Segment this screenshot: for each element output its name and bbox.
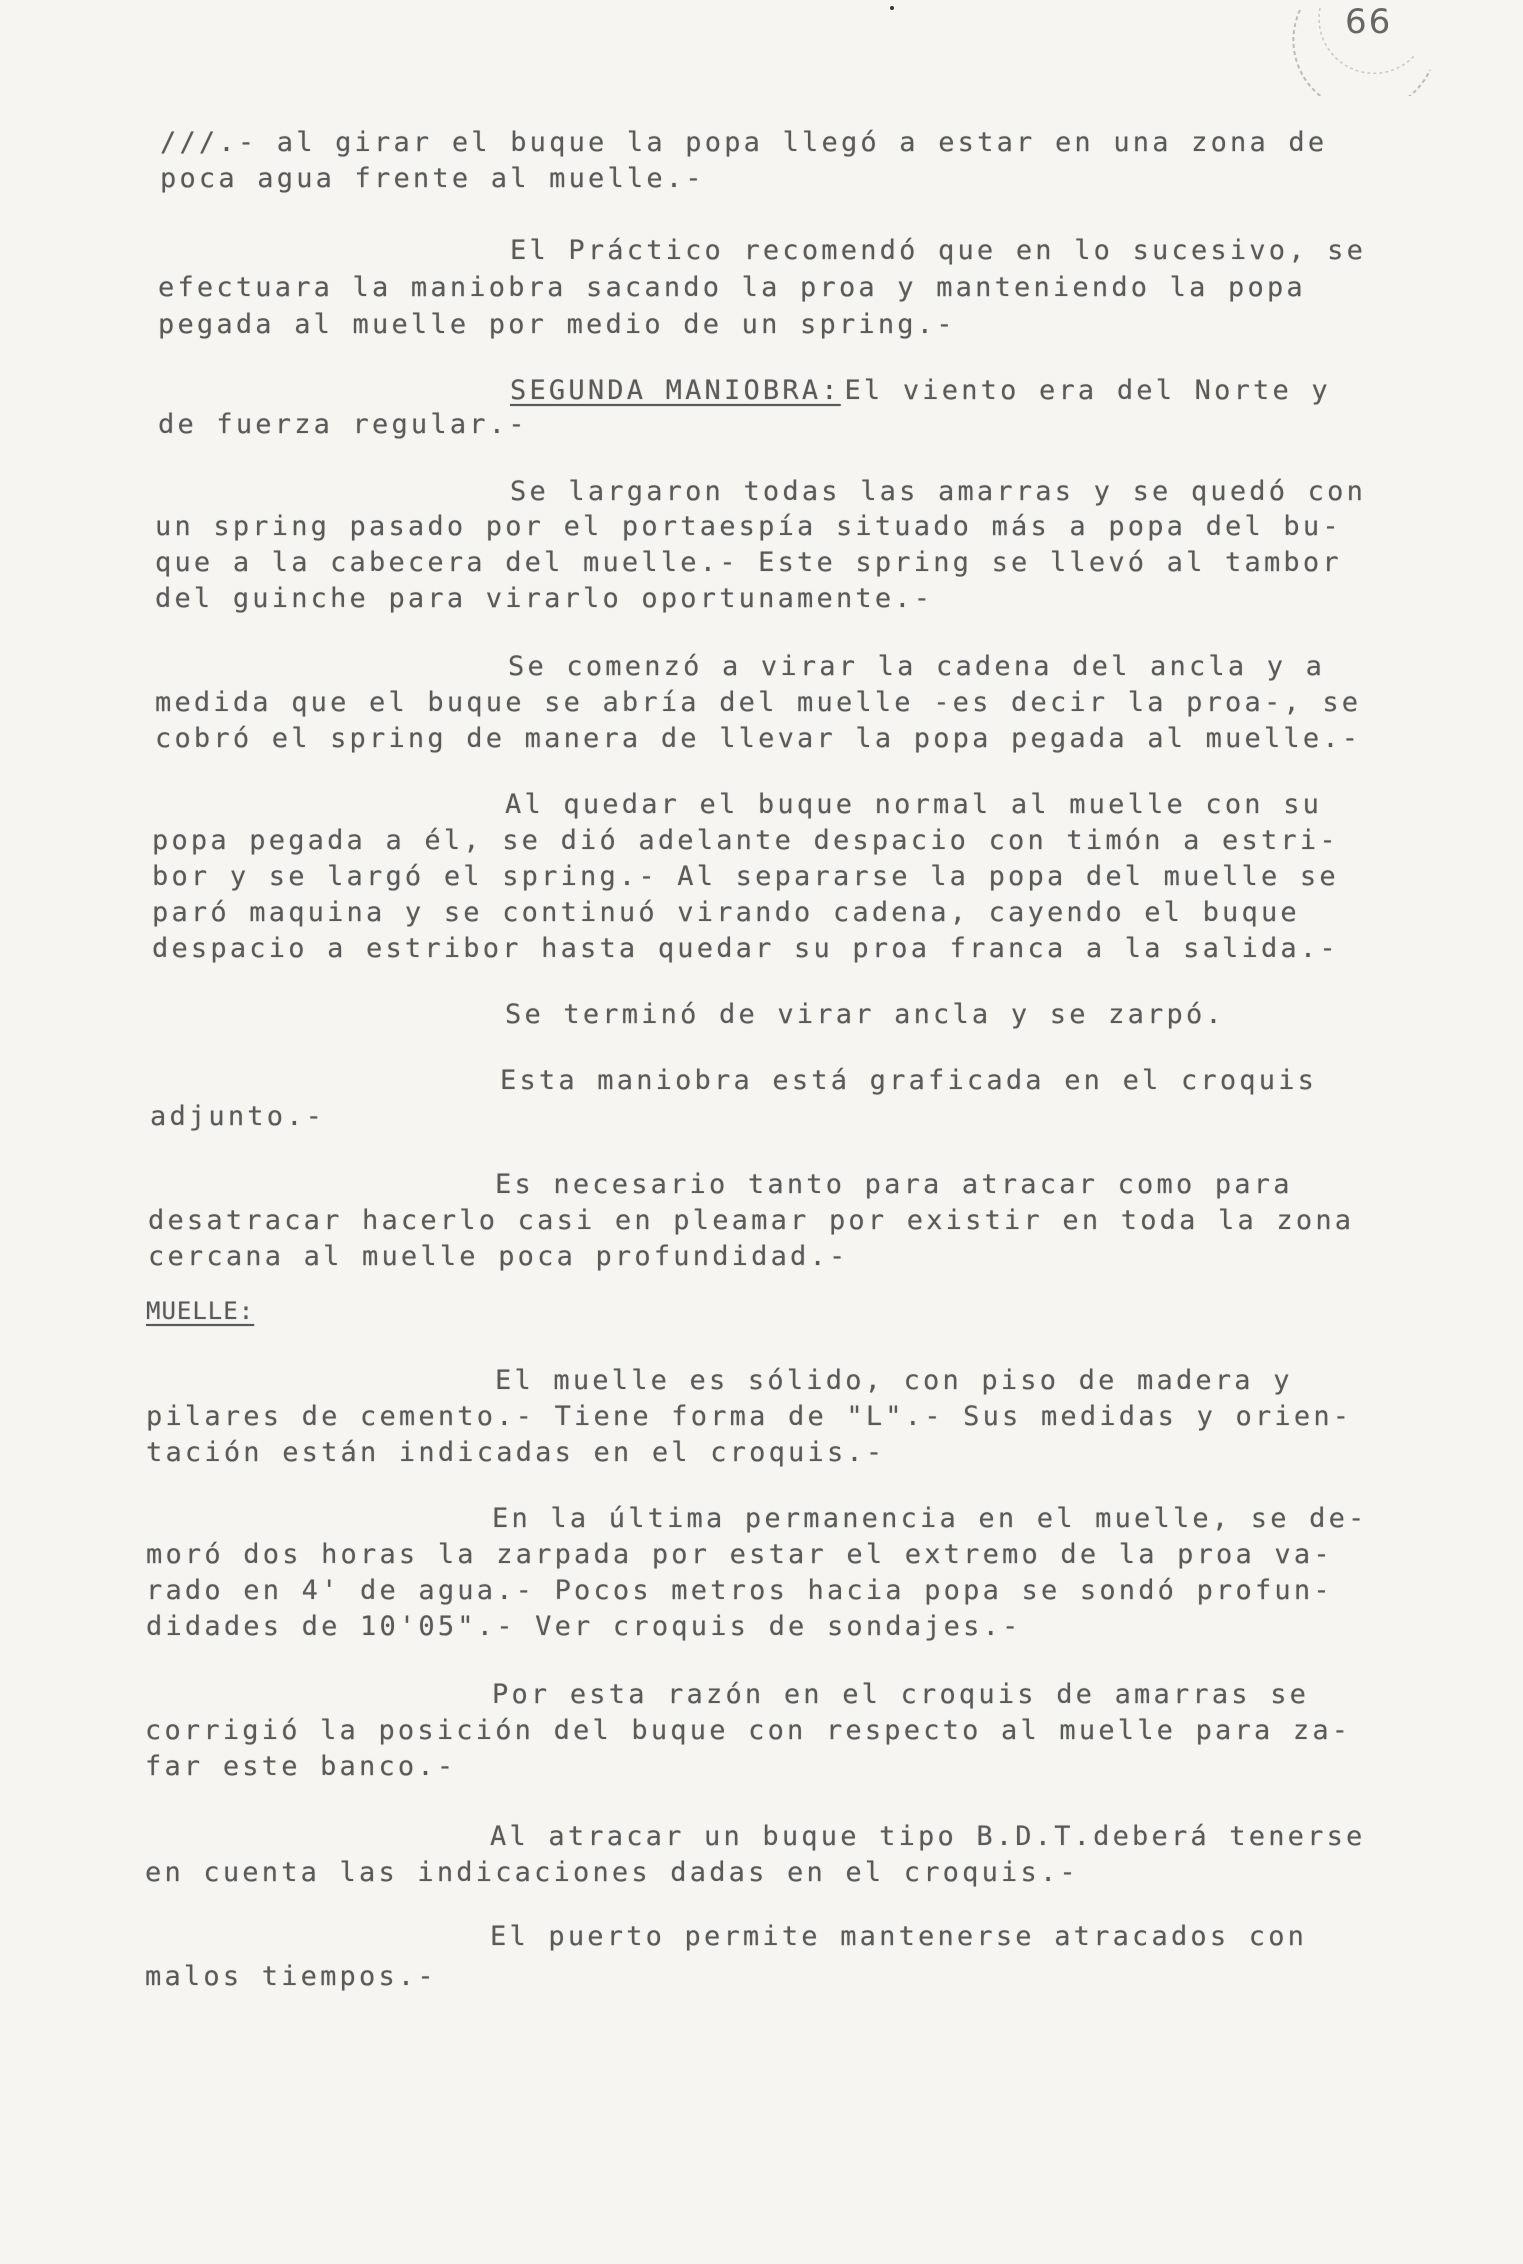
text-line: Por esta razón en el croquis de amarras se bbox=[492, 1679, 1310, 1710]
text-line: tación están indicadas en el croquis.- bbox=[146, 1437, 886, 1468]
text-line: cercana al muelle poca profundidad.- bbox=[148, 1241, 849, 1272]
text-line: Se terminó de virar ancla y se zarpó. bbox=[505, 999, 1225, 1030]
text-line: medida que el buque se abría del muelle -es decir la proa-, se bbox=[155, 687, 1362, 718]
text-line: pegada al muelle por medio de un spring.- bbox=[158, 309, 956, 340]
text-line: ///.- al girar el buque la popa llegó a estar en una zona de bbox=[160, 127, 1328, 158]
text-line: pilares de cemento.- Tiene forma de "L".- Sus medidas y orien- bbox=[146, 1401, 1353, 1432]
text-line: moró dos horas la zarpada por estar el extremo de la proa va- bbox=[146, 1539, 1333, 1570]
text-line: corrigió la posición del buque con respecto al muelle para za- bbox=[145, 1715, 1352, 1746]
text-line: adjunto.- bbox=[150, 1101, 326, 1132]
text-line: El viento era del Norte y bbox=[825, 375, 1331, 406]
text-line: paró maquina y se continuó virando cadena, cayendo el buque bbox=[152, 897, 1300, 928]
text-line: rado en 4' de agua.- Pocos metros hacia popa se sondó profun- bbox=[146, 1575, 1333, 1606]
text-line: en cuenta las indicaciones dadas en el croquis.- bbox=[145, 1857, 1079, 1888]
text-line: El puerto permite mantenerse atracados con bbox=[490, 1921, 1308, 1952]
text-line: desatracar hacerlo casi en pleamar por existir en toda la zona bbox=[148, 1205, 1355, 1236]
page-number: 66 bbox=[1345, 2, 1393, 42]
text-line: didades de 10'05".- Ver croquis de sondajes.- bbox=[146, 1611, 1022, 1642]
text-line: Al quedar el buque normal al muelle con su bbox=[505, 789, 1323, 820]
section-heading: SEGUNDA MANIOBRA: bbox=[510, 375, 841, 406]
text-line: Se comenzó a virar la cadena del ancla y a bbox=[508, 651, 1326, 682]
text-line: El muelle es sólido, con piso de madera y bbox=[495, 1365, 1293, 1396]
text-line: del guinche para virarlo oportunamente.- bbox=[155, 583, 934, 614]
text-line: En la última permanencia en el muelle, se de- bbox=[492, 1503, 1368, 1534]
text-line: que a la cabecera del muelle.- Este spring se llevó al tambor bbox=[155, 547, 1342, 578]
text-line: Al atracar un buque tipo B.D.T.deberá tenerse bbox=[490, 1821, 1366, 1852]
text-line: despacio a estribor hasta quedar su proa franca a la salida.- bbox=[152, 933, 1339, 964]
ink-speck bbox=[890, 6, 894, 10]
text-line: malos tiempos.- bbox=[145, 1961, 437, 1992]
text-line: de fuerza regular.- bbox=[158, 409, 528, 440]
text-line: bor y se largó el spring.- Al separarse la popa del muelle se bbox=[152, 861, 1339, 892]
text-line: El Práctico recomendó que en lo sucesivo, se bbox=[510, 235, 1367, 266]
text-line: Es necesario tanto para atracar como para bbox=[495, 1169, 1293, 1200]
text-line: un spring pasado por el portaespía situado más a popa del bu- bbox=[155, 511, 1342, 542]
text-line: Se largaron todas las amarras y se quedó con bbox=[510, 476, 1367, 507]
section-heading: MUELLE: bbox=[146, 1297, 255, 1325]
text-line: cobró el spring de manera de llevar la popa pegada al muelle.- bbox=[155, 723, 1362, 754]
text-line: popa pegada a él, se dió adelante despacio con timón a estri- bbox=[152, 825, 1339, 856]
text-line: efectuara la maniobra sacando la proa y manteniendo la popa bbox=[158, 272, 1306, 303]
text-line: Esta maniobra está graficada en el croquis bbox=[500, 1065, 1318, 1096]
text-line: poca agua frente al muelle.- bbox=[160, 163, 705, 194]
text-line: far este banco.- bbox=[145, 1751, 457, 1782]
